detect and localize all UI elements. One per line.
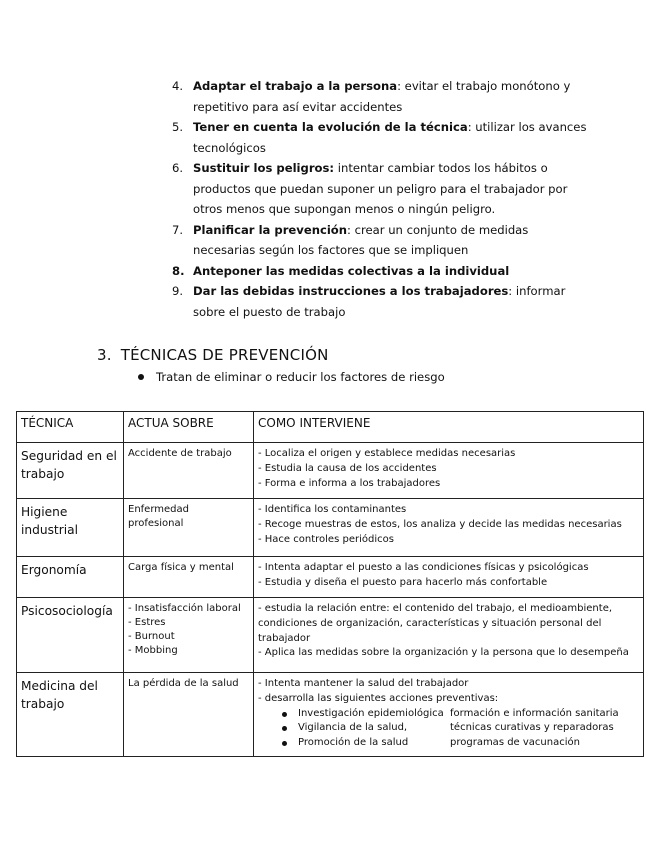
list-item-title: Planificar la prevención bbox=[193, 222, 348, 237]
cell-interviene bbox=[254, 557, 644, 598]
list-item-title: Sustituir los peligros: bbox=[193, 161, 335, 175]
cell-actua bbox=[124, 499, 254, 557]
cell-line: Accidente de trabajo bbox=[128, 448, 232, 459]
cell-actua bbox=[124, 598, 254, 673]
cell-line: - Insatisfacción laboral bbox=[128, 603, 241, 614]
cell-tecnica: Seguridad en el trabajo bbox=[17, 443, 124, 499]
list-number: 9. bbox=[172, 284, 184, 298]
list-item-title: Tener en cuenta la evolución de la técnica bbox=[193, 120, 468, 134]
cell-line: - Aplica las medidas sobre la organización y la persona que lo desempeña bbox=[258, 647, 629, 659]
cell-line: - Mobbing bbox=[128, 645, 178, 656]
cell-line: - Localiza el origen y establece medidas necesarias bbox=[258, 448, 516, 459]
bullet-dot-icon bbox=[138, 374, 144, 380]
section-title: TÉCNICAS DE PREVENCIÓN bbox=[120, 346, 329, 364]
bullet-dot-icon bbox=[282, 712, 287, 717]
list-item-text: : utilizar los avances tecnológicos bbox=[193, 120, 587, 155]
list-item bbox=[172, 158, 592, 220]
list-number: 5. bbox=[172, 120, 184, 134]
bullet-text: Tratan de eliminar o reducir los factores de riesgo bbox=[156, 370, 445, 384]
cell-line: - estudia la relación entre: el contenido del trabajo, el medioambiente, bbox=[258, 603, 613, 614]
list-item bbox=[172, 261, 592, 282]
list-number: 7. bbox=[172, 222, 184, 237]
cell-actua bbox=[124, 443, 254, 499]
column-header-interviene: COMO INTERVIENE bbox=[254, 412, 644, 443]
sub-bullet-text: Promoción de la salud bbox=[298, 737, 409, 749]
sub-bullet-text-right: técnicas curativas y reparadoras bbox=[450, 722, 614, 734]
table-row bbox=[17, 443, 644, 499]
cell-line: - Intenta adaptar el puesto a las condiciones físicas y psicológicas bbox=[258, 562, 589, 573]
techniques-table bbox=[16, 411, 644, 757]
list-item-title: Adaptar el trabajo a la persona bbox=[193, 79, 398, 93]
cell-line: condiciones de organización, características y situación personal del bbox=[258, 617, 602, 629]
bullet-dot-icon bbox=[282, 741, 287, 746]
sub-bullet-text: Investigación epidemiológica bbox=[298, 707, 444, 719]
cell-line: profesional bbox=[128, 518, 184, 529]
section-number: 3. bbox=[97, 346, 112, 364]
cell-actua bbox=[124, 673, 254, 757]
cell-line: - Intenta mantener la salud del trabajador bbox=[258, 678, 469, 689]
sub-bullet-text-right: formación e información sanitaria bbox=[450, 707, 619, 719]
list-item-text: : crear un conjunto de medidas necesarias según los factores que se impliquen bbox=[193, 222, 529, 257]
list-item-text: : informar sobre el puesto de trabajo bbox=[193, 284, 566, 319]
sub-bullet-item bbox=[258, 736, 639, 751]
cell-line: - Burnout bbox=[128, 631, 175, 642]
list-number: 8. bbox=[172, 263, 185, 278]
cell-line: - Recoge muestras de estos, los analiza y decide las medidas necesarias bbox=[258, 518, 622, 530]
numbered-list bbox=[172, 76, 592, 322]
cell-line: - Estres bbox=[128, 617, 166, 628]
cell-line: trabajador bbox=[258, 632, 311, 644]
cell-tecnica: Ergonomía bbox=[17, 557, 124, 598]
list-item-title: Anteponer las medidas colectivas a la individual bbox=[193, 263, 510, 278]
table-row bbox=[17, 499, 644, 557]
sub-bullet-text-right: programas de vacunación bbox=[450, 737, 580, 749]
table-row bbox=[17, 557, 644, 598]
cell-tecnica: Higiene industrial bbox=[17, 499, 124, 557]
cell-actua bbox=[124, 557, 254, 598]
cell-tecnica: Psicosociología bbox=[17, 598, 124, 673]
list-item-title: Dar las debidas instrucciones a los trabajadores bbox=[193, 284, 509, 298]
cell-line: Enfermedad bbox=[128, 504, 189, 515]
cell-line: - Estudia y diseña el puesto para hacerlo más confortable bbox=[258, 576, 548, 588]
list-item-text: : evitar el trabajo monótono y repetitivo para así evitar accidentes bbox=[193, 79, 571, 114]
cell-interviene bbox=[254, 598, 644, 673]
cell-interviene bbox=[254, 673, 644, 757]
cell-tecnica: Medicina del trabajo bbox=[17, 673, 124, 757]
cell-line: La pérdida de la salud bbox=[128, 678, 239, 689]
cell-line: Carga física y mental bbox=[128, 562, 234, 573]
cell-interviene bbox=[254, 443, 644, 499]
cell-line: - Identifica los contaminantes bbox=[258, 504, 407, 515]
table-header-row bbox=[17, 412, 644, 443]
section-heading bbox=[97, 346, 329, 364]
list-item-text: intentar cambiar todos los hábitos o productos que puedan suponer un peligro para el trabajador por otros menos que supongan menos o ningún peligro. bbox=[193, 161, 568, 216]
list-item bbox=[172, 117, 592, 158]
cell-line: - Forma e informa a los trabajadores bbox=[258, 477, 441, 489]
list-item bbox=[172, 281, 592, 322]
table-row bbox=[17, 673, 644, 757]
sub-bullet-item bbox=[258, 707, 639, 722]
list-item bbox=[172, 76, 592, 117]
column-header-actua: ACTUA SOBRE bbox=[124, 412, 254, 443]
bullet-item bbox=[138, 370, 445, 384]
list-number: 4. bbox=[172, 79, 184, 93]
cell-interviene bbox=[254, 499, 644, 557]
bullet-dot-icon bbox=[282, 726, 287, 731]
sub-bullet-text: Vigilancia de la salud, bbox=[298, 722, 408, 734]
column-header-tecnica: TÉCNICA bbox=[17, 412, 124, 443]
list-item bbox=[172, 220, 592, 261]
list-number: 6. bbox=[172, 161, 184, 175]
cell-line: - Estudia la causa de los accidentes bbox=[258, 462, 437, 474]
cell-line: - desarrolla las siguientes acciones preventivas: bbox=[258, 692, 499, 704]
table-row bbox=[17, 598, 644, 673]
cell-line: - Hace controles periódicos bbox=[258, 533, 394, 545]
sub-bullet-item bbox=[258, 721, 639, 736]
